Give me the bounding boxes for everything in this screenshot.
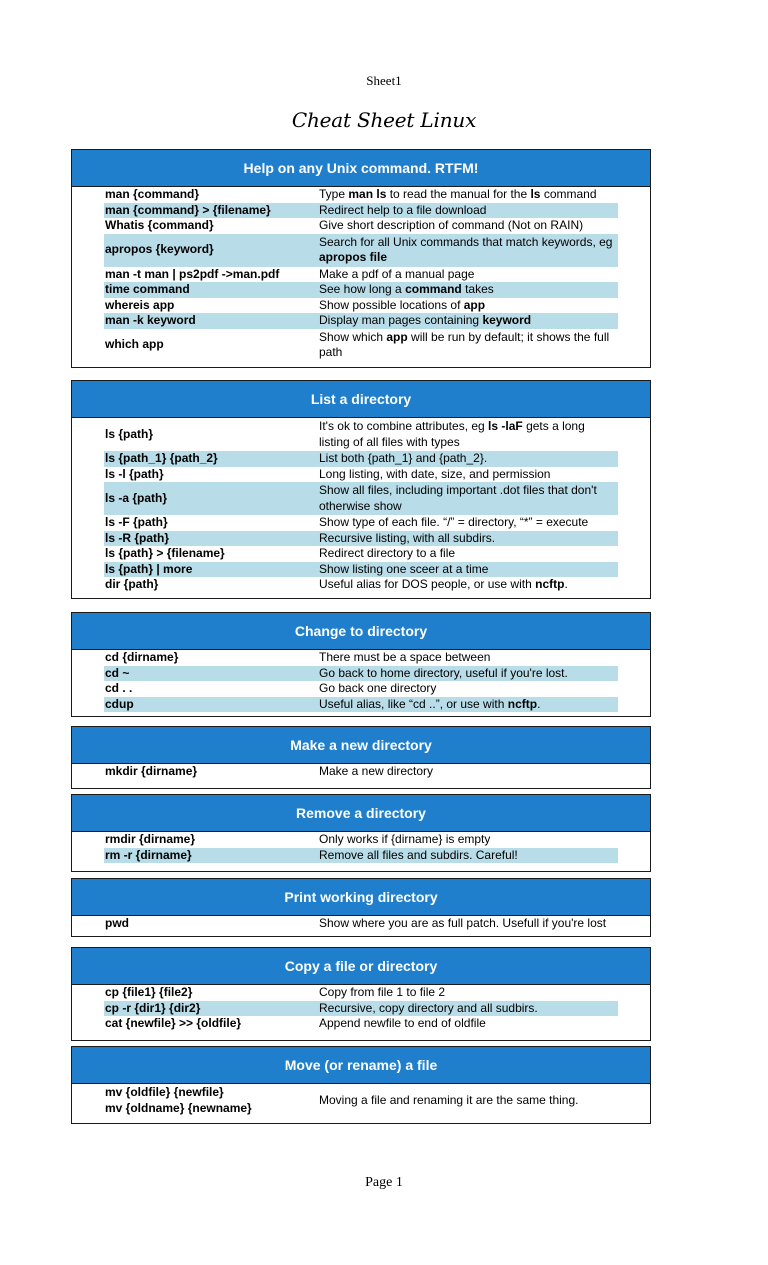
section-title: Remove a directory [72,795,650,832]
description-cell [318,313,618,329]
description-cell [318,650,618,666]
command-cell [104,1084,318,1117]
command-text: ls {path_1} {path_2} [105,451,218,465]
description-text: Show all files, including important .dot files that don't otherwise show [319,483,597,513]
command-text: man {command} [105,187,200,201]
description-text: Redirect help to a file download [319,202,487,217]
description-text: Useful alias for DOS people, or use with ncftp. [319,577,568,591]
table-row [104,666,618,682]
description-cell [318,218,618,234]
command-cell [104,681,318,697]
command-cell [104,848,318,864]
description-text: Show type of each file. “/” = directory, “*” = execute [319,515,589,529]
command-text: ls -R {path} [105,530,170,545]
table-row [104,681,618,697]
description-cell [318,666,618,682]
section-3 [71,612,651,717]
description-cell [318,451,618,467]
section-7 [71,947,651,1041]
description-cell [318,1084,618,1117]
command-text: ls -F {path} [105,515,168,529]
command-text: pwd [105,916,129,930]
table-row [104,313,618,329]
command-cell [104,515,318,531]
description-text: Append newfile to end of oldfile [319,1016,486,1030]
table-row [104,916,618,932]
table-row [104,577,618,593]
description-cell [318,1016,618,1032]
command-table [72,764,650,788]
command-cell [104,546,318,562]
description-cell [318,681,618,697]
command-cell [104,203,318,219]
description-text: Useful alias, like “cd ..”, or use with ncftp. [319,696,541,711]
description-text: Search for all Unix commands that match keywords, eg apropos file [319,234,613,264]
section-5 [71,794,651,872]
command-cell [104,916,318,932]
description-text: Show possible locations of app [319,297,486,312]
command-cell [104,451,318,467]
description-text: See how long a command takes [319,282,494,296]
description-cell [318,916,618,932]
table-row [104,482,618,515]
table-row [104,1084,618,1117]
command-cell [104,577,318,593]
command-text: dir {path} [105,577,159,591]
section-title: Help on any Unix command. RTFM! [72,150,650,187]
table-row [104,985,618,1001]
table-row [104,1016,618,1032]
command-table [72,1084,650,1123]
description-cell [318,482,618,515]
description-cell [318,234,618,267]
sheet-label: Sheet1 [366,73,402,88]
table-row [104,515,618,531]
description-cell [318,329,618,362]
table-row [104,298,618,314]
command-cell [104,313,318,329]
table-row [104,1001,618,1017]
description-text: Type man ls to read the manual for the ls command [319,187,597,201]
section-title: Copy a file or directory [72,948,650,985]
description-text: Recursive listing, with all subdirs. [319,530,496,545]
table-row [104,234,618,267]
command-cell [104,697,318,713]
description-cell [318,546,618,562]
command-cell [104,187,318,203]
command-text: ls {path} | more [105,561,193,576]
table-row [104,203,618,219]
description-cell [318,267,618,283]
command-text: man -t man | ps2pdf ->man.pdf [105,266,280,281]
command-text: cd . . [105,681,133,695]
section-1 [71,149,651,368]
command-text: cd {dirname} [105,650,179,664]
command-text: rm -r {dirname} [105,847,192,862]
command-cell [104,1001,318,1017]
command-table [72,916,650,936]
command-text: Whatis {command} [105,218,214,232]
description-cell [318,531,618,547]
table-row [104,650,618,666]
command-cell [104,218,318,234]
section-title: Print working directory [72,879,650,916]
table-row [104,282,618,298]
description-text: List both {path_1} and {path_2}. [319,451,488,465]
description-cell [318,515,618,531]
command-cell [104,764,318,780]
description-cell [318,562,618,578]
description-cell [318,467,618,483]
table-row [104,562,618,578]
table-row [104,267,618,283]
command-cell [104,482,318,515]
command-cell [104,234,318,267]
description-text: Remove all files and subdirs. Careful! [319,847,518,862]
description-text: Recursive, copy directory and all sudbirs. [319,1000,538,1015]
section-6 [71,878,651,937]
command-cell [104,329,318,362]
command-text: ls -a {path} [105,490,168,505]
description-text: Display man pages containing keyword [319,313,532,327]
command-cell [104,267,318,283]
command-text: ls {path} [105,426,154,441]
description-cell [318,577,618,593]
command-table [72,650,650,716]
description-cell [318,418,618,451]
command-text: cdup [105,696,134,711]
description-cell [318,697,618,713]
section-8 [71,1046,651,1124]
command-table [72,985,650,1040]
command-text: time command [105,282,190,296]
command-table [72,418,650,598]
command-cell [104,562,318,578]
command-cell [104,531,318,547]
table-row [104,848,618,864]
command-text: cp {file1} {file2} [105,985,193,999]
description-cell [318,848,618,864]
command-text: cat {newfile} >> {oldfile} [105,1016,242,1030]
section-title: List a directory [72,381,650,418]
section-title: Make a new directory [72,727,650,764]
description-text: Make a new directory [319,764,434,778]
command-cell [104,832,318,848]
table-row [104,832,618,848]
description-text: Show listing one sceer at a time [319,561,489,576]
command-cell [104,650,318,666]
description-cell [318,764,618,780]
command-text: ls -l {path} [105,466,164,481]
description-text: Moving a file and renaming it are the same thing. [319,1092,579,1107]
description-text: Give short description of command (Not on RAIN) [319,218,584,232]
description-text: Long listing, with date, size, and permission [319,466,551,481]
command-text: mv {oldfile} {newfile} mv {oldname} {newname} [105,1085,252,1115]
description-text: Only works if {dirname} is empty [319,832,491,846]
description-text: Show where you are as full patch. Usefull if you're lost [319,916,607,930]
description-text: Copy from file 1 to file 2 [319,985,446,999]
table-row [104,697,618,713]
description-cell [318,298,618,314]
section-2 [71,380,651,599]
table-row [104,329,618,362]
description-text: Show which app will be run by default; it shows the full path [319,329,610,359]
table-row [104,467,618,483]
command-cell [104,467,318,483]
description-cell [318,187,618,203]
command-cell [104,1016,318,1032]
description-text: Go back to home directory, useful if you're lost. [319,665,568,680]
command-cell [104,985,318,1001]
description-text: There must be a space between [319,650,491,664]
description-text: Redirect directory to a file [319,546,456,560]
page-footer: Page 1 [365,1175,403,1190]
table-row [104,218,618,234]
command-cell [104,666,318,682]
section-title: Move (or rename) a file [72,1047,650,1084]
table-row [104,531,618,547]
description-text: Make a pdf of a manual page [319,266,475,281]
command-text: rmdir {dirname} [105,832,196,846]
description-cell [318,1001,618,1017]
section-4 [71,726,651,789]
page-title: Cheat Sheet Linux [291,108,477,132]
description-cell [318,832,618,848]
table-row [104,451,618,467]
command-table [72,187,650,367]
command-table [72,832,650,871]
command-text: man -k keyword [105,313,196,327]
command-text: man {command} > {filename} [105,202,271,217]
description-text: It's ok to combine attributes, eg ls -laF gets a long listing of all files with types [319,419,585,449]
command-text: whereis app [105,297,175,312]
command-text: apropos {keyword} [105,242,214,257]
table-row [104,187,618,203]
description-cell [318,985,618,1001]
command-text: cp -r {dir1} {dir2} [105,1000,201,1015]
command-text: mkdir {dirname} [105,764,198,778]
command-cell [104,298,318,314]
description-cell [318,282,618,298]
command-text: ls {path} > {filename} [105,546,225,560]
table-row [104,764,618,780]
description-text: Go back one directory [319,681,437,695]
section-title: Change to directory [72,613,650,650]
description-cell [318,203,618,219]
table-row [104,418,618,451]
table-row [104,546,618,562]
command-cell [104,418,318,451]
command-cell [104,282,318,298]
command-text: cd ~ [105,665,130,680]
command-text: which app [105,337,164,352]
